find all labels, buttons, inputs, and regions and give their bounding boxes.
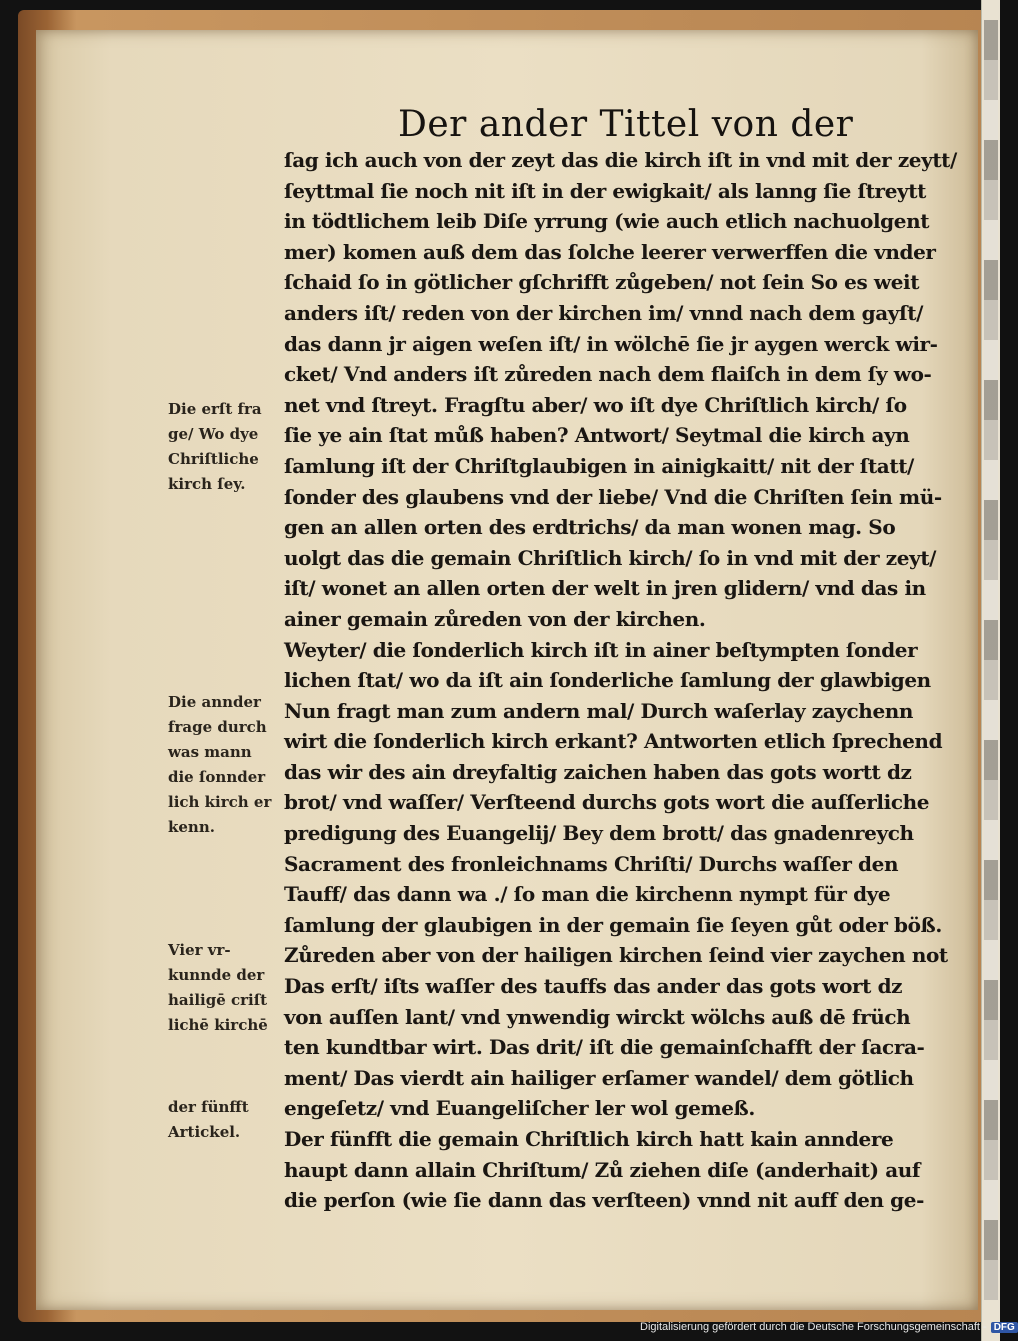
text-line: haupt dann allain Chriſtum/ Zů ziehen diſe (anderhait) auf [284, 1157, 921, 1182]
margin-note-line: der fünfft [168, 1098, 249, 1116]
margin-note-first-question [168, 397, 286, 497]
scan-right-strip [981, 0, 1000, 1341]
text-line: lichen ſtat/ wo da iſt ain ſonderliche ſamlung der glawbigen [284, 668, 931, 693]
margin-note-line: was mann [168, 743, 252, 761]
text-line: Der fünfft die gemain Chriſtlich kirch hatt kain anndere [284, 1127, 894, 1151]
credit-text: Digitalisierung gefördert durch die Deutsche Forschungsgemeinschaft - [640, 1321, 987, 1333]
margin-note-line: Die annder [168, 693, 261, 711]
running-head: Der ander Tittel von der [398, 104, 854, 145]
text-line: ſchaid ſo in götlicher gſchrifft zůgeben/ not ſein So es weit [284, 270, 920, 295]
text-line: uolgt das die gemain Chriſtlich kirch/ ſo in vnd mit der zeyt/ [284, 545, 937, 570]
text-line: ten kundtbar wirt. Das drit/ iſt die gemainſchafft der ſacra- [284, 1035, 925, 1060]
text-line: das dann jr aigen weſen iſt/ in wölchē ſie jr aygen werck wir- [284, 331, 938, 356]
text-line: predigung des Euangelij/ Bey dem brott/ das gnadenreych [284, 821, 914, 846]
margin-note-line: Die erſt fra [168, 400, 262, 418]
margin-note-line: Vier vr- [168, 941, 231, 959]
text-line: ſie ye ain ſtat můß haben? Antwort/ Seytmal die kirch ayn [284, 423, 910, 448]
text-line: ainer gemain zůreden von der kirchen. [284, 606, 706, 631]
text-line: ſonder des glaubens vnd der liebe/ Vnd die Chriſten ſein mü- [284, 484, 942, 509]
margin-note-line: kunnde der [168, 966, 265, 984]
text-line: brot/ vnd waſſer/ Verſteend durchs gots wort die auſſerliche [284, 790, 930, 815]
text-line: net vnd ſtreyt. Fragſtu aber/ wo iſt dye Chriſtlich kirch/ ſo [284, 392, 907, 417]
text-line: ſag ich auch von der zeyt das die kirch iſt in vnd mit der zeytt/ [284, 148, 957, 172]
margin-note-fifth-article [168, 1095, 286, 1145]
text-line: die perſon (wie ſie dann das verſteen) vnnd nit auff den ge- [284, 1188, 924, 1213]
text-line: Sacrament des fronleichnams Chriſti/ Durchs waſſer den [284, 851, 899, 876]
body-text [284, 145, 964, 1216]
text-line: engeſetz/ vnd Euangeliſcher ler wol gemeß. [284, 1096, 755, 1121]
text-line: in tödtlichem leib Diſe yrrung (wie auch etlich nachuolgent [284, 209, 930, 234]
margin-note-line: lichē kirchē [168, 1016, 268, 1034]
text-line: Nun fragt man zum andern mal/ Durch waſerlay zaychenn [284, 698, 914, 723]
text-line: Das erſt/ iſts waſſer des tauffs das ander das gots wort dz [284, 974, 903, 999]
margin-note-line: lich kirch er [168, 793, 272, 811]
text-line: ment/ Das vierdt ain hailiger erſamer wandel/ dem götlich [284, 1065, 914, 1090]
margin-note-line: kirch ſey. [168, 475, 246, 493]
text-line: Tauff/ das dann wa ./ ſo man die kirchenn nympt für dye [284, 882, 891, 907]
margin-note-second-question [168, 690, 286, 840]
margin-note-line: Artickel. [168, 1123, 241, 1141]
margin-note-four-signs [168, 938, 286, 1038]
text-line: Weyter/ die ſonderlich kirch iſt in ainer beſtympten ſonder [284, 637, 918, 662]
text-line: ſeyttmal ſie noch nit iſt in der ewigkait/ als lanng ſie ſtreytt [284, 178, 926, 203]
digitization-credit [640, 1321, 1015, 1333]
margin-note-line: hailigē criſt [168, 991, 268, 1009]
text-line: cket/ Vnd anders iſt zůreden nach dem flaiſch in dem ſy wo- [284, 362, 932, 387]
margin-note-line: frage durch [168, 718, 267, 736]
margin-note-line: die ſonnder [168, 768, 266, 786]
text-line: iſt/ wonet an allen orten der welt in jren glidern/ vnd das in [284, 576, 926, 601]
text-line: anders iſt/ reden von der kirchen im/ vnnd nach dem gayſt/ [284, 300, 923, 325]
text-line: ſamlung iſt der Chriſtglaubigen in ainigkaitt/ nit der ſtatt/ [284, 453, 914, 478]
scan-calibration-bar [984, 20, 998, 1300]
text-line: von auſſen lant/ vnd ynwendig wirckt wölchs auß dē früch [284, 1004, 911, 1029]
text-line: mer) komen auß dem das ſolche leerer verwerffen die vnder [284, 239, 936, 264]
text-line: wirt die ſonderlich kirch erkant? Antworten etlich ſprechend [284, 729, 943, 754]
margin-note-line: ge/ Wo dye [168, 425, 259, 443]
dfg-logo: DFG [991, 1322, 1018, 1333]
text-line: Zůreden aber von der hailigen kirchen ſeind vier zaychen not [284, 943, 948, 968]
text-line: das wir des ain dreyfaltig zaichen haben das gots wortt dz [284, 759, 912, 784]
text-line: ſamlung der glaubigen in der gemain ſie ſeyen gůt oder böß. [284, 912, 942, 937]
margin-note-line: Chriſtliche [168, 450, 259, 468]
margin-note-line: kenn. [168, 818, 215, 836]
text-line: gen an allen orten des erdtrichs/ da man wonen mag. So [284, 515, 896, 540]
